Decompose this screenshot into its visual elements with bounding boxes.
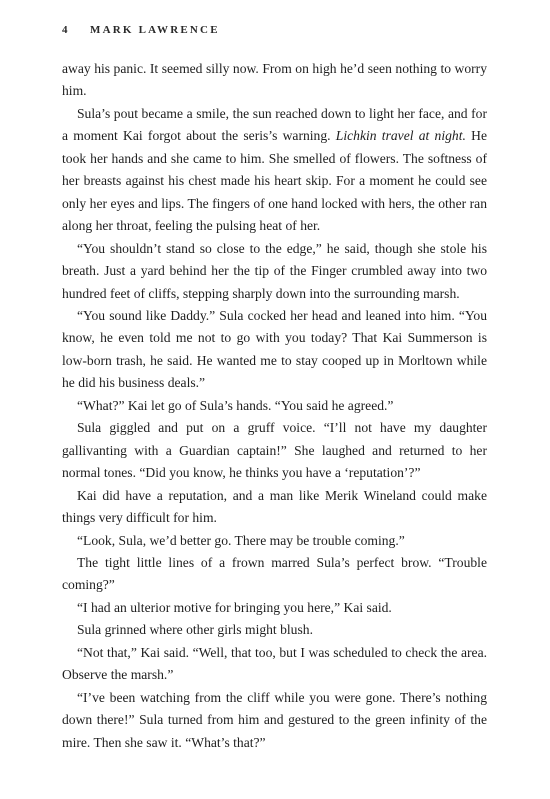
body-text bbox=[62, 58, 487, 754]
paragraph: Sula giggled and put on a gruff voice. “I’ll not have my daughter gallivanting with a Guardian captain!” She laughed and returned to her normal tones. “Did you know, he thinks you have a ‘reputation’?” bbox=[62, 420, 487, 481]
page-number: 4 bbox=[62, 24, 70, 36]
paragraph: “Look, Sula, we’d better go. There may be trouble coming.” bbox=[77, 532, 405, 548]
paragraph: “I’ve been watching from the cliff while you were gone. There’s nothing down there!” Sula turned from him and gestured to the green infinity of the mire. Then she saw it. “What’s that?” bbox=[62, 689, 487, 750]
paragraph: “You shouldn’t stand so close to the edge,” he said, though she stole his breath. Just a yard behind her the tip of the Finger crumbled away into two hundred feet of cliffs, stepping sharply down into the surrounding marsh. bbox=[62, 240, 487, 301]
paragraph: “Not that,” Kai said. “Well, that too, but I was scheduled to check the area. Observe the marsh.” bbox=[62, 644, 487, 683]
running-head bbox=[62, 24, 220, 36]
italic-phrase: Lichkin travel at night. bbox=[335, 128, 466, 144]
author-name: MARK LAWRENCE bbox=[90, 24, 220, 36]
paragraph: Sula’s pout became a smile, the sun reached down to light her face, and for a moment Kai forgot about the seris’s warning. Lichkin travel at night. He took her hands and she came to him. She smelled of flowers. The softness of her breasts against his chest made his heart skip. For a moment he could see only her eyes and lips. The fingers of one hand locked with hers, the other ran along her throat, feeling the pulsing heat of her. bbox=[62, 105, 487, 234]
paragraph: “I had an ulterior motive for bringing you here,” Kai said. bbox=[77, 599, 392, 615]
paragraph: Kai did have a reputation, and a man like Merik Wineland could make things very difficult for him. bbox=[62, 487, 487, 526]
paragraph: The tight little lines of a frown marred Sula’s perfect brow. “Trouble coming?” bbox=[62, 554, 487, 593]
paragraph: away his panic. It seemed silly now. From on high he’d seen nothing to worry him. bbox=[62, 61, 487, 99]
paragraph: “You sound like Daddy.” Sula cocked her head and leaned into him. “You know, he even told me not to go with you today? That Kai Summerson is low-born trash, he said. He wanted me to stay cooped up in Morltown while he did his business deals.” bbox=[62, 307, 487, 391]
paragraph: “What?” Kai let go of Sula’s hands. “You said he agreed.” bbox=[77, 397, 394, 413]
paragraph: Sula grinned where other girls might blush. bbox=[77, 622, 313, 638]
